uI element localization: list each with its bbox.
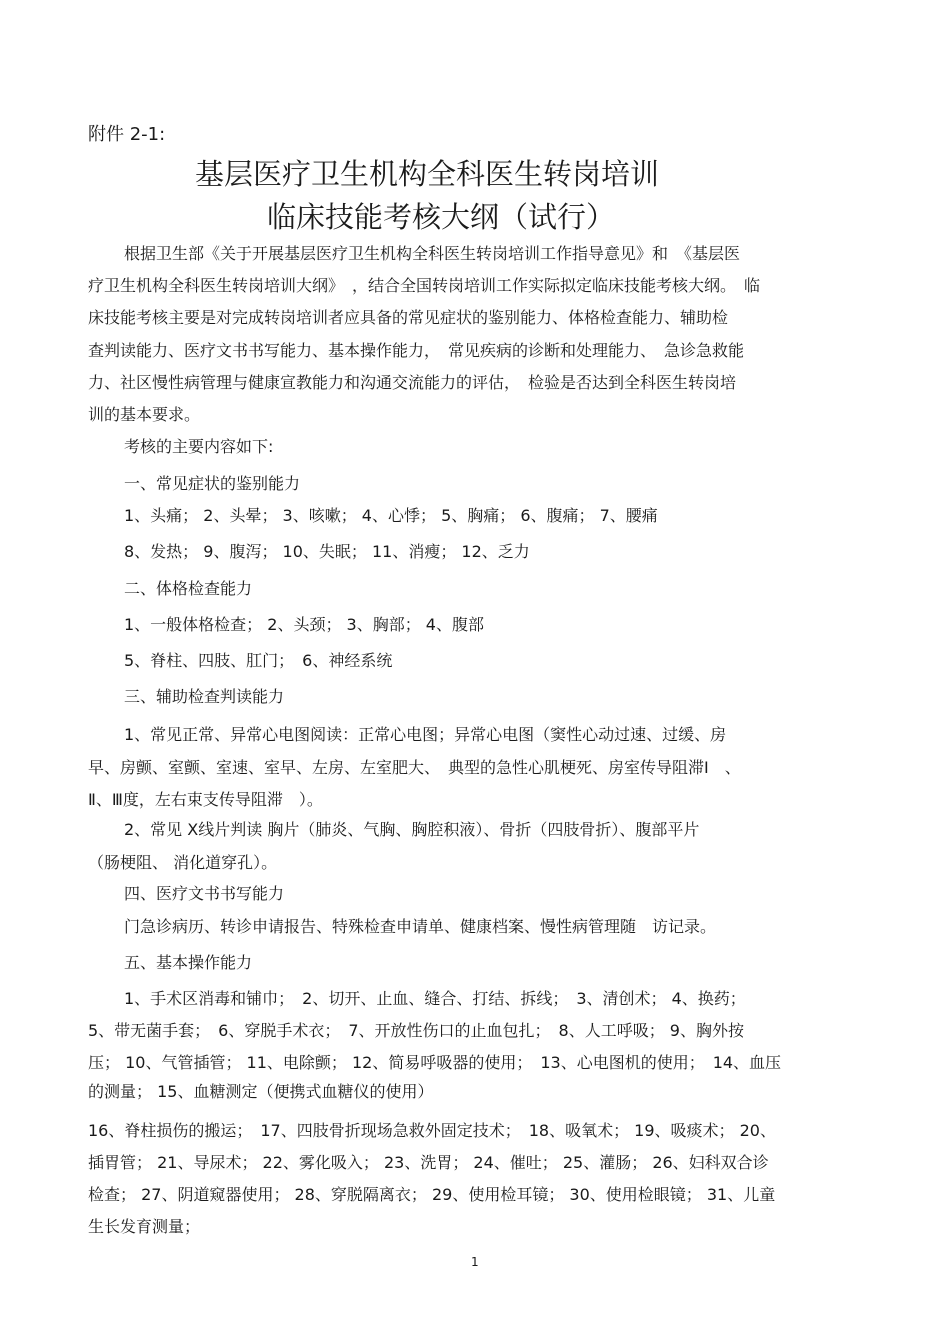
document-title-line-1: 基层医疗卫生机构全科医生转岗培训 — [195, 157, 660, 191]
body-line: 床技能考核主要是对完成转岗培训者应具备的常见症状的鉴别能力、体格检查能力、辅助检 — [88, 308, 729, 327]
body-line: 5、带无菌手套； 6、穿脱手术衣； 7、开放性伤口的止血包扎； 8、人工呼吸； 9、胸外按 — [88, 1021, 744, 1040]
body-line: 插胃管； 21、导尿术； 22、雾化吸入； 23、洗胃； 24、催吐； 25、灌肠； 26、妇科双合诊 — [88, 1153, 769, 1172]
body-line: 根据卫生部《关于开展基层医疗卫生机构全科医生转岗培训工作指导意见》和 《基层医 — [124, 244, 741, 263]
body-line: 压； 10、气管插管； 11、电除颤； 12、简易呼吸器的使用； 13、心电图机的使用； 14、血压 — [88, 1053, 782, 1072]
section-heading: 五、基本操作能力 — [124, 953, 253, 972]
body-line: 8、发热； 9、腹泻； 10、失眠； 11、消瘦； 12、乏力 — [124, 542, 530, 561]
body-line: 训的基本要求。 — [88, 405, 201, 424]
body-line: 生长发育测量； — [88, 1217, 201, 1236]
document-title-line-2: 临床技能考核大纲（试行） — [267, 200, 616, 234]
page-number: 1 — [471, 1255, 479, 1269]
section-heading: 三、辅助检查判读能力 — [124, 687, 285, 706]
body-line: （肠梗阻、 消化道穿孔）。 — [88, 853, 278, 872]
section-heading: 四、医疗文书书写能力 — [124, 884, 285, 903]
body-line: 1、一般体格检查； 2、头颈； 3、胸部； 4、腹部 — [124, 615, 484, 634]
body-line: 16、脊柱损伤的搬运； 17、四肢骨折现场急救外固定技术； 18、吸氧术； 19、吸痰术； 20、 — [88, 1121, 776, 1140]
annex-label: 附件 2-1: — [88, 124, 166, 145]
body-line: 疗卫生机构全科医生转岗培训大纲》 ，结合全国转岗培训工作实际拟定临床技能考核大纲。 临 — [88, 276, 761, 295]
body-line: 1、手术区消毒和铺巾； 2、切开、止血、缝合、打结、拆线； 3、清创术； 4、换药； — [124, 989, 746, 1008]
body-line: 门急诊病历、转诊申请报告、特殊检查申请单、健康档案、慢性病管理随 访记录。 — [124, 917, 717, 936]
body-line: Ⅱ、Ⅲ度，左右束支传导阻滞 ）。 — [88, 790, 323, 809]
body-line: 的测量； 15、血糖测定（便携式血糖仪的使用） — [88, 1082, 434, 1101]
body-line: 早、房颤、室颤、室速、室早、左房、左室肥大、 典型的急性心肌梗死、房室传导阻滞Ⅰ 、 — [88, 758, 741, 777]
body-line: 1、头痛； 2、头晕； 3、咳嗽； 4、心悸； 5、胸痛； 6、腹痛； 7、腰痛 — [124, 506, 658, 525]
body-line: 2、常见 X线片判读 胸片（肺炎、气胸、胸腔积液）、骨折（四肢骨折）、腹部平片 — [124, 820, 700, 839]
body-line: 力、社区慢性病管理与健康宣教能力和沟通交流能力的评估， 检验是否达到全科医生转岗培 — [88, 373, 737, 392]
section-heading: 二、体格检查能力 — [124, 579, 253, 598]
body-line: 检查； 27、阴道窥器使用； 28、穿脱隔离衣； 29、使用检耳镜； 30、使用检眼镜； 31、儿童 — [88, 1185, 776, 1204]
section-heading: 一、常见症状的鉴别能力 — [124, 474, 301, 493]
body-line: 1、常见正常、异常心电图阅读：正常心电图；异常心电图（窦性心动过速、过缓、房 — [124, 725, 727, 744]
body-line: 5、脊柱、四肢、肛门； 6、神经系统 — [124, 651, 393, 670]
body-line: 考核的主要内容如下: — [124, 437, 274, 456]
body-line: 查判读能力、医疗文书书写能力、基本操作能力， 常见疾病的诊断和处理能力、 急诊急救能 — [88, 341, 745, 360]
